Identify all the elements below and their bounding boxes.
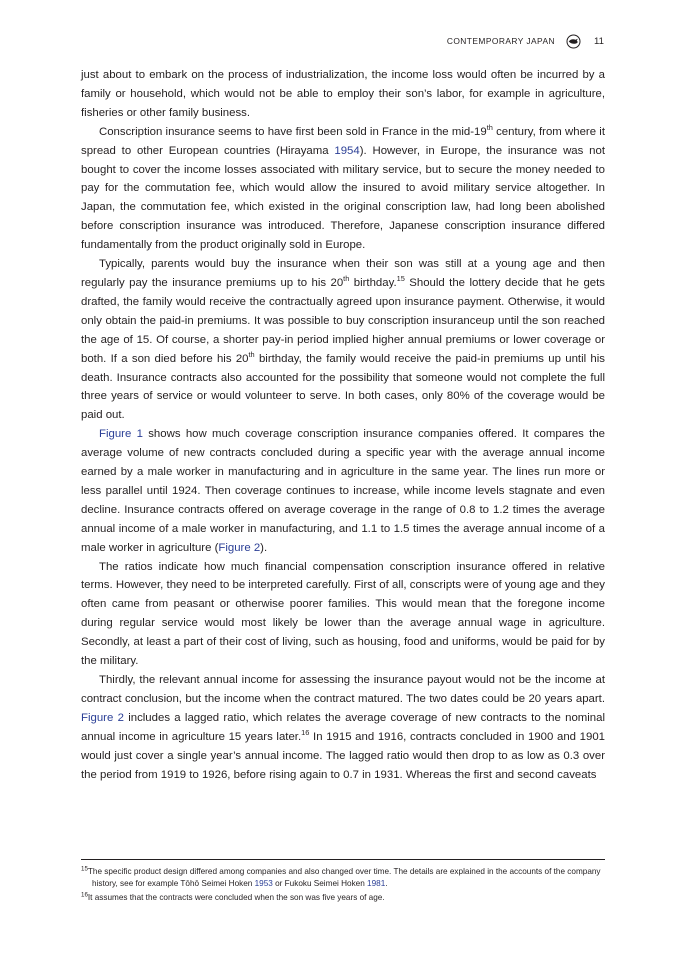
footnote-marker: 15 (81, 865, 88, 873)
paragraph: Conscription insurance seems to have first been sold in France in the mid-19th century, from where it spread to other European countries (Hirayama 1954). However, in Europe, the insurance was not bought to cover the income losses associated with military service, but to secure the money needed to pay for the commutation fee, which would allow the insured to avoid military service altogether. In Japan, the commutation fee, which existed in the original conscription law, had long been abolished before conscription insurance was introduced. Therefore, Japanese conscription insurance differed fundamentally from the product originally sold in Europe. (81, 122, 605, 252)
paragraph: Figure 1 shows how much coverage conscription insurance companies offered. It compares the average volume of new contracts concluded during a specific year with the average annual income earned by a male worker in manufacturing and in agriculture in the same year. The lines run more or less parallel until 1924. Then coverage continues to increase, while income levels stagnate and even decline. Insurance contracts offered on average coverage in the range of 0.8 to 1.2 times the average annual income of a male worker in manufacturing, and 1.1 to 1.5 times the average annual income of a male worker in agriculture (Figure 2). (81, 428, 605, 554)
citation-link[interactable]: Figure 2 (218, 541, 261, 554)
superscript-marker: 16 (301, 727, 310, 737)
footnote-separator-rule (81, 859, 605, 860)
paragraph: Typically, parents would buy the insurance when their son was still at a young age and then regularly pay the insurance premiums up to his 20th birthday.$^{15}$ Should the lottery decide that he gets drafted, the family would receive the contractually agreed upon insurance payment. Otherwise, it would only obtain the paid-in premiums. It was possible to buy conscription insuranceup until the son reached the age of 15. Of course, a shorter pay-in period implied higher annual premiums or lower coverage or both. If a son died before his 20th birthday, the family would receive the paid-in premiums up until his death. Insurance contracts also accounted for the possibility that someone would not complete the full three years of service or would volunteer to serve. In both cases, only 80% of the coverage would be paid out. (81, 258, 605, 422)
footnote-citation-link[interactable]: 1981 (367, 879, 386, 889)
footnote-item: $^{16}$It assumes that the contracts were concluded when the son was five years of age. (81, 890, 385, 902)
superscript-marker: th (248, 349, 255, 359)
superscript-marker: th (343, 274, 350, 284)
citation-link[interactable]: Figure 1 (99, 428, 143, 441)
body-text-column (81, 66, 605, 784)
footnote-citation-link[interactable]: 1953 (254, 879, 273, 889)
running-header-title: CONTEMPORARY JAPAN (446, 36, 555, 46)
footnote-section (81, 859, 605, 904)
running-header (81, 32, 604, 50)
citation-link[interactable]: Figure 2 (81, 711, 124, 724)
paragraph: The ratios indicate how much financial compensation conscription insurance offered in relative terms. However, they need to be interpreted carefully. First of all, conscripts were of young age and they often came from peasant or otherwise poorer families. This would mean that the foregone income during regular service would most likely be lower than the average annual wage in agriculture. Secondly, at least a part of their cost of living, such as housing, food and uniforms, would be paid for by the military. (81, 560, 605, 668)
superscript-marker: th (486, 122, 493, 132)
page-number: 11 (594, 35, 604, 47)
footnote-item: $^{15}$The specific product design differed among companies and also changed over time. The details are explained in the accounts of the company history, see for example Tōhō Seimei Hoken 1953 or Fukoku Seimei Hoken 1981. (81, 865, 601, 889)
paragraph: just about to embark on the process of industrialization, the income loss would often be incurred by a family or household, which would not be able to employ their son’s labor, for example in agriculture, fisheries or other family business. (81, 69, 605, 119)
footnote-marker: 16 (81, 890, 88, 898)
paragraph: Thirdly, the relevant annual income for assessing the insurance payout would not be the income at contract conclusion, but the income when the contract matured. The two dates could be 20 years apart. Figure 2 includes a lagged ratio, which relates the average coverage of new contracts to the nominal annual income in agriculture 15 years later.$^{16}$ In 1915 and 1916, contracts concluded in 1900 and 1901 would just cover a single year’s annual income. The lagged ratio would then drop to as low as 0.3 over the period from 1919 to 1926, before rising again to 0.7 in 1931. Whereas the first and second caveats (81, 674, 605, 781)
superscript-marker: 15 (396, 274, 405, 284)
citation-link[interactable]: 1954 (334, 144, 360, 157)
journal-emblem-icon (566, 34, 581, 49)
